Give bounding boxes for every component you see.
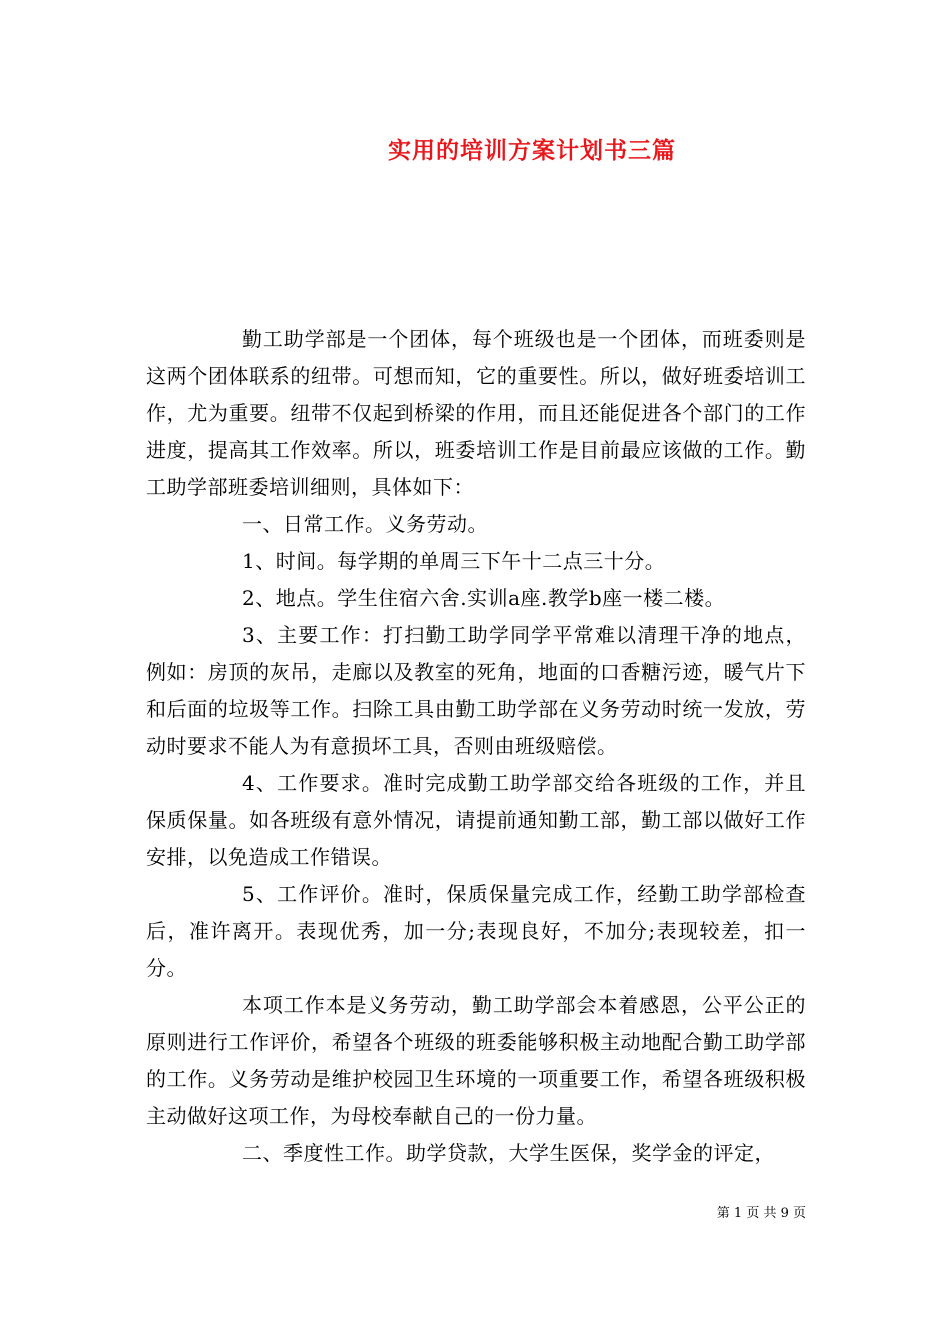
paragraph-summary: 本项工作本是义务劳动，勤工助学部会本着感恩，公平公正的原则进行工作评价，希望各个班级的班委能够积极主动地配合勤工助学部的工作。义务劳动是维护校园卫生环境的一项重要工作，希望各班级积极主动做好这项工作，为母校奉献自己的一份力量。 (146, 993, 806, 1128)
paragraph-location: 2、地点。学生住宿六舍.实训a座.教学b座一楼二楼。 (242, 586, 726, 610)
paragraph-main-work: 3、主要工作：打扫勤工助学同学平常难以清理干净的地点，例如：房顶的灰吊，走廊以及教室的死角，地面的口香糖污迹，暖气片下和后面的垃圾等工作。扫除工具由勤工助学部在义务劳动时统一发放，劳动时要求不能人为有意损坏工具，否则由班级赔偿。 (146, 623, 806, 758)
page-title: 实用的培训方案计划书三篇 (388, 137, 676, 164)
document-body (146, 321, 806, 1172)
paragraph-work-evaluation: 5、工作评价。准时，保质保量完成工作，经勤工助学部检查后，准许离开。表现优秀，加一分;表现良好，不加分;表现较差，扣一分。 (146, 882, 806, 980)
page-number-footer: 第 1 页 共 9 页 (716, 1206, 806, 1221)
paragraph-section-1-heading: 一、日常工作。义务劳动。 (242, 512, 488, 536)
paragraph-work-requirements: 4、工作要求。准时完成勤工助学部交给各班级的工作，并且保质保量。如各班级有意外情况，请提前通知勤工部，勤工部以做好工作安排，以免造成工作错误。 (146, 771, 806, 869)
paragraph-intro: 勤工助学部是一个团体，每个班级也是一个团体，而班委则是这两个团体联系的纽带。可想而知，它的重要性。所以，做好班委培训工作，尤为重要。纽带不仅起到桥梁的作用，而且还能促进各个部门的工作进度，提高其工作效率。所以，班委培训工作是目前最应该做的工作。勤工助学部班委培训细则，具体如下： (146, 327, 806, 499)
paragraph-section-2-heading: 二、季度性工作。助学贷款，大学生医保，奖学金的评定， (242, 1141, 775, 1165)
paragraph-time: 1、时间。每学期的单周三下午十二点三十分。 (242, 549, 666, 573)
